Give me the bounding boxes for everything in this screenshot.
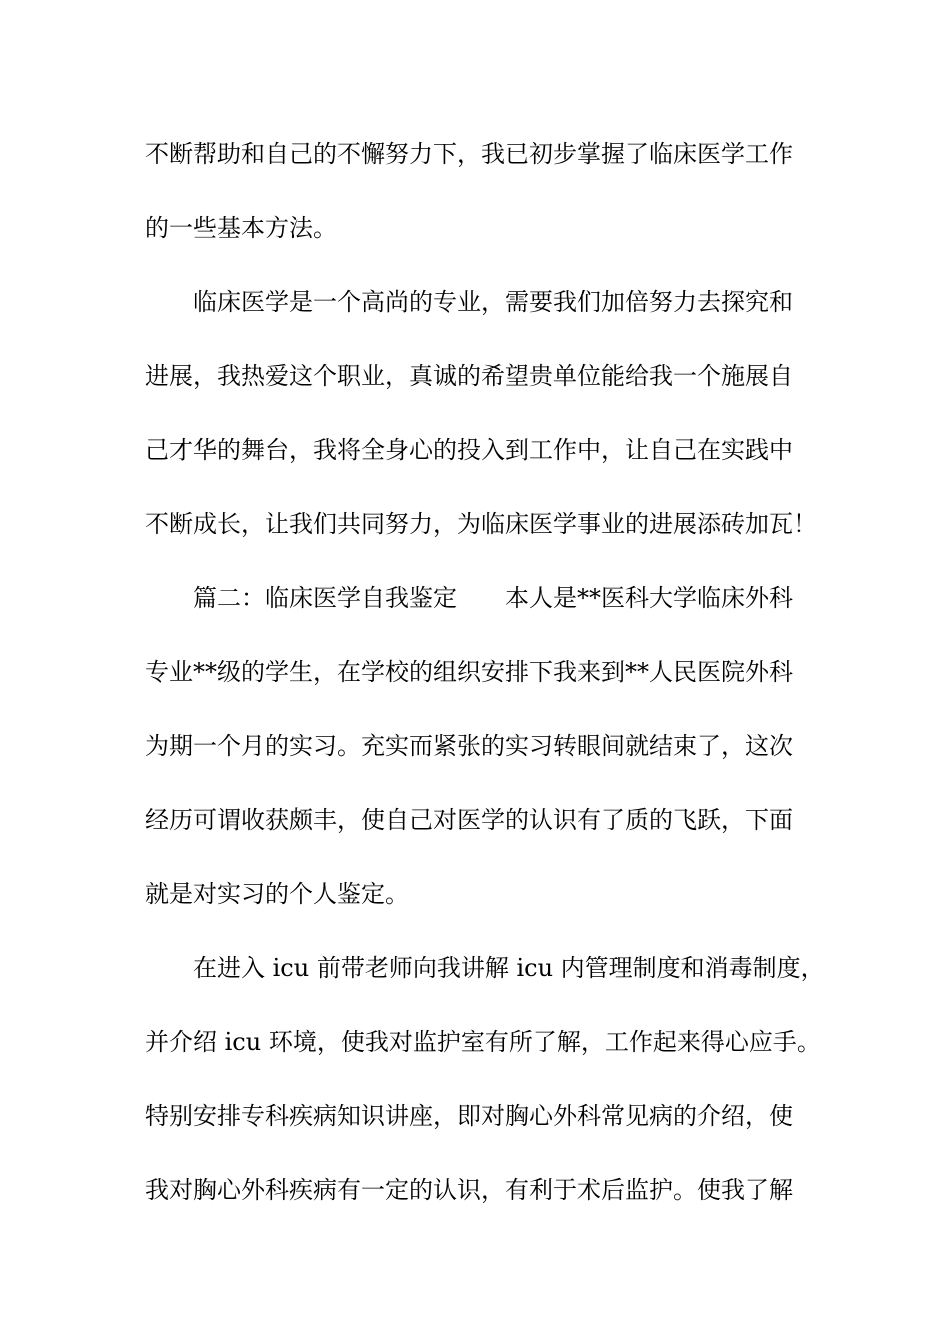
paragraph-start-line: 在进入 icu 前带老师向我讲解 icu 内管理制度和消毒制度， <box>193 954 825 982</box>
text-line: 不断帮助和自己的不懈努力下，我已初步掌握了临床医学工作 <box>145 140 793 168</box>
text-line: 进展，我热爱这个职业，真诚的希望贵单位能给我一个施展自 <box>145 362 793 390</box>
text-line: 特别安排专科疾病知识讲座，即对胸心外科常见病的介绍，使 <box>145 1102 793 1130</box>
text-line: 我对胸心外科疾病有一定的认识，有利于术后监护。使我了解 <box>145 1176 793 1204</box>
text-line: 不断成长，让我们共同努力，为临床医学事业的进展添砖加瓦！ <box>145 510 817 538</box>
text-line: 为期一个月的实习。充实而紧张的实习转眼间就结束了，这次 <box>145 732 793 760</box>
section-heading-line: 篇二：临床医学自我鉴定 本人是**医科大学临床外科 <box>193 584 793 612</box>
text-line: 经历可谓收获颇丰，使自己对医学的认识有了质的飞跃，下面 <box>145 806 793 834</box>
text-line: 己才华的舞台，我将全身心的投入到工作中，让自己在实践中 <box>145 436 793 464</box>
text-line: 专业**级的学生，在学校的组织安排下我来到**人民医院外科 <box>145 658 793 686</box>
text-line: 的一些基本方法。 <box>145 214 337 242</box>
text-line: 并介绍 icu 环境，使我对监护室有所了解，工作起来得心应手。 <box>145 1028 821 1056</box>
paragraph-start-line: 临床医学是一个高尚的专业，需要我们加倍努力去探究和 <box>193 288 793 316</box>
text-line: 就是对实习的个人鉴定。 <box>145 880 409 908</box>
